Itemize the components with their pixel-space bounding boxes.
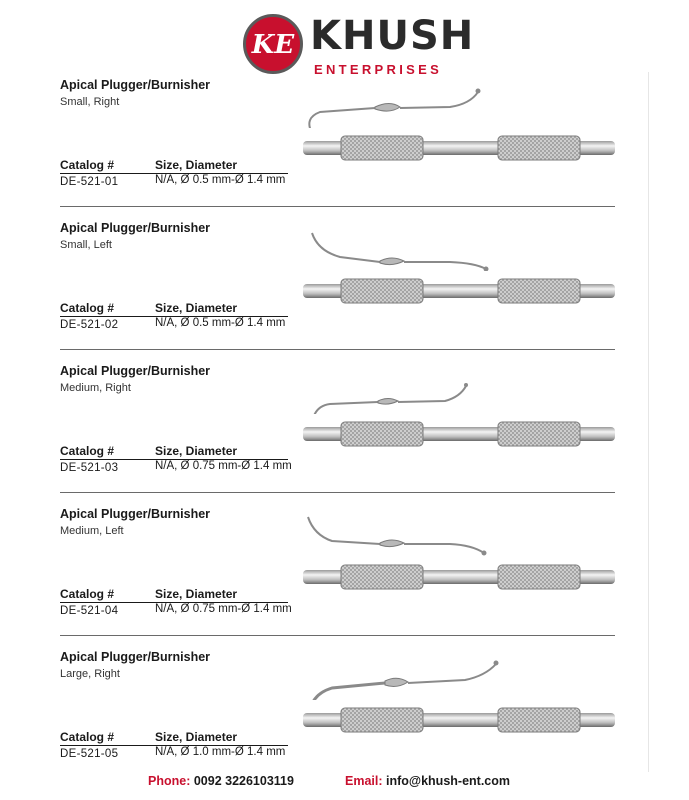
size-diameter: N/A, Ø 0.75 mm-Ø 1.4 mm bbox=[155, 603, 292, 615]
product-variant: Small, Right bbox=[60, 96, 120, 108]
size-diameter: N/A, Ø 0.5 mm-Ø 1.4 mm bbox=[155, 317, 286, 329]
catalog-header: Catalog # bbox=[60, 301, 115, 315]
instrument-handle-image bbox=[303, 705, 615, 735]
catalog-number: DE-521-01 bbox=[60, 176, 119, 188]
logo-emblem bbox=[243, 14, 303, 74]
size-header: Size, Diameter bbox=[155, 158, 238, 172]
instrument-handle-image bbox=[303, 419, 615, 449]
product-variant: Medium, Right bbox=[60, 382, 131, 394]
product-section bbox=[0, 78, 689, 221]
catalog-number: DE-521-05 bbox=[60, 748, 119, 760]
catalog-header: Catalog # bbox=[60, 158, 115, 172]
footer-email bbox=[345, 774, 510, 788]
product-title: Apical Plugger/Burnisher bbox=[60, 364, 211, 378]
logo-monogram: KE bbox=[251, 30, 295, 60]
catalog-number: DE-521-02 bbox=[60, 319, 119, 331]
size-diameter: N/A, Ø 0.75 mm-Ø 1.4 mm bbox=[155, 460, 292, 472]
size-header: Size, Diameter bbox=[155, 444, 238, 458]
product-section bbox=[0, 650, 689, 793]
size-diameter: N/A, Ø 1.0 mm-Ø 1.4 mm bbox=[155, 746, 286, 758]
product-variant: Medium, Left bbox=[60, 525, 124, 537]
phone-number[interactable]: 0092 3226103119 bbox=[193, 774, 294, 788]
email-address[interactable]: info@khush-ent.com bbox=[386, 774, 510, 788]
product-variant: Large, Right bbox=[60, 668, 120, 680]
phone-label: Phone: bbox=[148, 774, 191, 788]
section-divider bbox=[60, 635, 615, 636]
instrument-tip-image bbox=[300, 221, 500, 271]
catalog-number: DE-521-04 bbox=[60, 605, 119, 617]
brand-name: KHUSH bbox=[310, 13, 475, 59]
email-label: Email: bbox=[345, 774, 383, 788]
catalog-header: Catalog # bbox=[60, 444, 115, 458]
section-divider bbox=[60, 349, 615, 350]
product-title: Apical Plugger/Burnisher bbox=[60, 78, 211, 92]
catalog-header: Catalog # bbox=[60, 730, 115, 744]
size-diameter: N/A, Ø 0.5 mm-Ø 1.4 mm bbox=[155, 174, 286, 186]
instrument-handle-image bbox=[303, 276, 615, 306]
instrument-tip-image bbox=[300, 78, 500, 128]
catalog-header: Catalog # bbox=[60, 587, 115, 601]
brand-tagline: ENTERPRISES bbox=[314, 62, 443, 77]
size-header: Size, Diameter bbox=[155, 730, 238, 744]
product-title: Apical Plugger/Burnisher bbox=[60, 507, 211, 521]
instrument-tip-image bbox=[300, 364, 500, 414]
section-divider bbox=[60, 492, 615, 493]
product-section bbox=[0, 507, 689, 650]
size-header: Size, Diameter bbox=[155, 587, 238, 601]
product-section bbox=[0, 221, 689, 364]
instrument-tip-image bbox=[300, 650, 500, 700]
product-title: Apical Plugger/Burnisher bbox=[60, 221, 211, 235]
instrument-handle-image bbox=[303, 562, 615, 592]
product-variant: Small, Left bbox=[60, 239, 112, 251]
product-title: Apical Plugger/Burnisher bbox=[60, 650, 211, 664]
section-divider bbox=[60, 206, 615, 207]
instrument-handle-image bbox=[303, 133, 615, 163]
size-header: Size, Diameter bbox=[155, 301, 238, 315]
footer-phone bbox=[148, 774, 294, 788]
product-section bbox=[0, 364, 689, 507]
brand-logo bbox=[240, 10, 475, 80]
catalog-number: DE-521-03 bbox=[60, 462, 119, 474]
instrument-tip-image bbox=[300, 507, 500, 557]
